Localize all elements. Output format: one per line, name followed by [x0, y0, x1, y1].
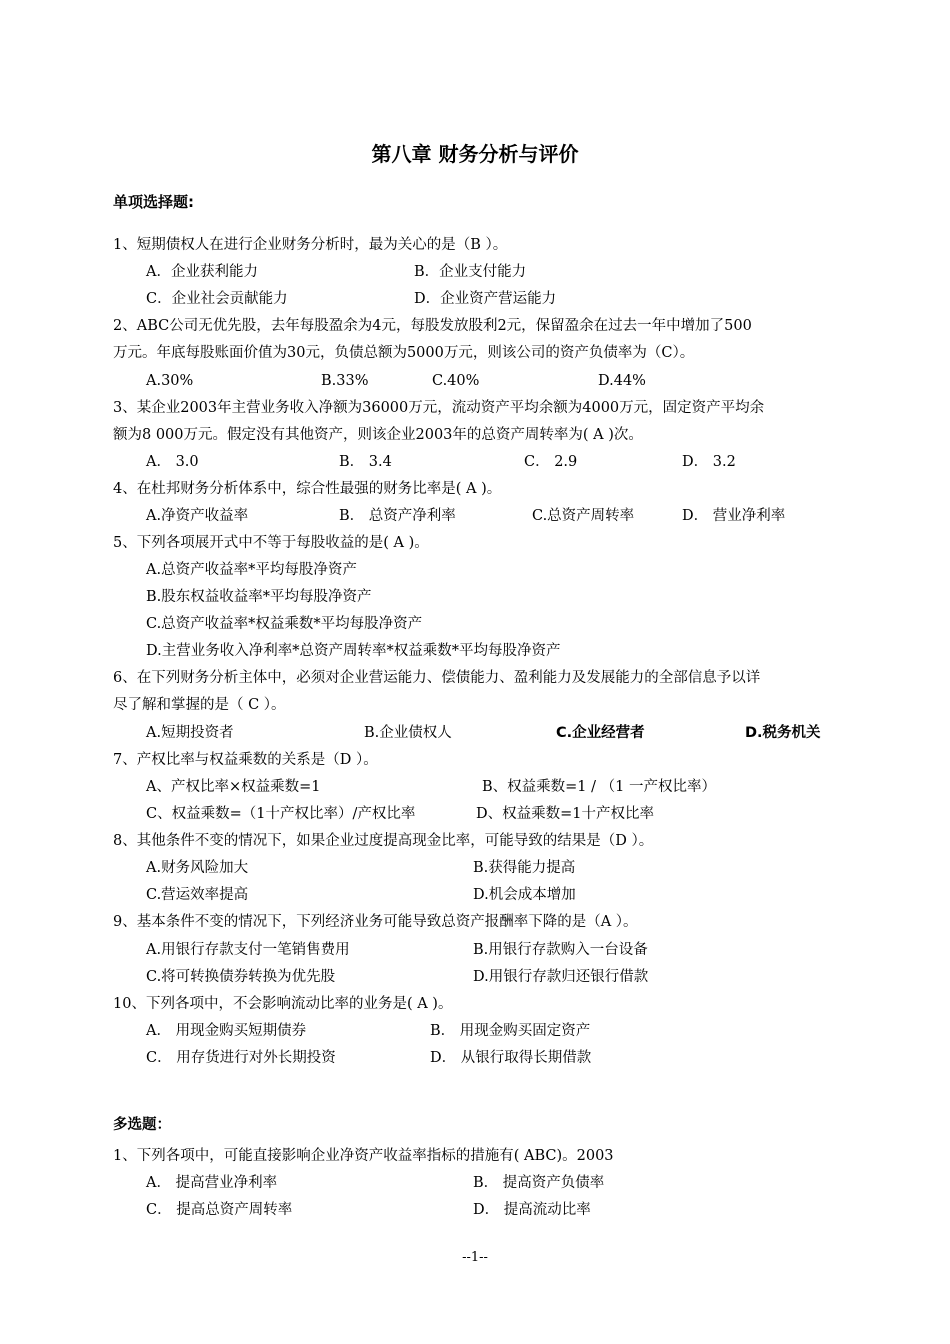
question-9-option-c: C.将可转换债券转换为优先股: [146, 969, 336, 985]
question-9-option-a: A.用银行存款支付一笔销售费用: [146, 942, 350, 958]
question-8-option-b: B.获得能力提高: [473, 860, 576, 876]
question-1-option-a: A．企业获利能力: [146, 264, 258, 280]
question-9-stem: 9、基本条件不变的情况下，下列经济业务可能导致总资产报酬率下降的是（A ）。: [113, 914, 638, 930]
question-3-stem-line-2: 额为8 000万元。假定没有其他资产，则该企业2003年的总资产周转率为( A )次。: [113, 427, 643, 443]
page-number: --1--: [462, 1250, 488, 1265]
multi-question-1-option-c: C． 提高总资产周转率: [146, 1202, 293, 1218]
question-6-option-a: A.短期投资者: [146, 725, 234, 741]
question-5-option-a: A.总资产收益率*平均每股净资产: [146, 562, 357, 578]
section-heading-multi-choice: 多选题：: [113, 1117, 171, 1133]
question-4-option-b: B． 总资产净利率: [339, 508, 456, 524]
question-5-option-d: D.主营业务收入净利率*总资产周转率*权益乘数*平均每股净资产: [146, 643, 561, 659]
question-4-stem: 4、在杜邦财务分析体系中，综合性最强的财务比率是( A )。: [113, 481, 502, 497]
question-2-option-d: D.44%: [598, 373, 646, 389]
question-9-option-d: D.用银行存款归还银行借款: [473, 969, 649, 985]
question-1-option-d: D．企业资产营运能力: [414, 291, 557, 307]
multi-question-1-option-a: A． 提高营业净利率: [146, 1175, 278, 1191]
question-7-option-d: D、权益乘数=1十产权比率: [476, 806, 654, 822]
question-8-option-c: C.营运效率提高: [146, 887, 249, 903]
question-1-option-b: B．企业支付能力: [414, 264, 527, 280]
question-6-option-b: B.企业债权人: [364, 725, 452, 741]
question-3-option-d: D． 3.2: [682, 454, 736, 470]
question-7-option-a: A、产权比率×权益乘数=1: [146, 779, 321, 795]
question-6-stem-line-2: 尽了解和掌握的是（ C ）。: [113, 697, 286, 713]
question-4-option-d: D． 营业净利率: [682, 508, 786, 524]
question-2-stem-line-1: 2、ABC公司无优先股，去年每股盈余为4元，每股发放股利2元，保留盈余在过去一年中增加了500: [113, 318, 752, 334]
question-10-option-d: D． 从银行取得长期借款: [430, 1050, 592, 1066]
multi-question-1-stem: 1、下列各项中，可能直接影响企业净资产收益率指标的措施有( ABC)。2003: [113, 1148, 614, 1164]
question-3-option-b: B． 3.4: [339, 454, 392, 470]
question-10-stem: 10、下列各项中，不会影响流动比率的业务是( A )。: [113, 996, 453, 1012]
question-1-option-c: C．企业社会贡献能力: [146, 291, 288, 307]
question-3-stem-line-1: 3、某企业2003年主营业务收入净额为36000万元，流动资产平均余额为4000万元，固定资产平均余: [113, 400, 765, 416]
question-3-option-a: A． 3.0: [146, 454, 199, 470]
question-10-option-c: C． 用存货进行对外长期投资: [146, 1050, 336, 1066]
question-5-option-c: C.总资产收益率*权益乘数*平均每股净资产: [146, 616, 423, 632]
chapter-title: 第八章 财务分析与评价: [371, 142, 579, 166]
question-4-option-c: C.总资产周转率: [532, 508, 635, 524]
question-5-stem: 5、下列各项展开式中不等于每股收益的是( A )。: [113, 535, 429, 551]
question-9-option-b: B.用银行存款购入一台设备: [473, 942, 648, 958]
question-8-option-d: D.机会成本增加: [473, 887, 576, 903]
question-6-option-c: C.企业经营者: [556, 725, 645, 741]
question-6-stem-line-1: 6、在下列财务分析主体中，必须对企业营运能力、偿债能力、盈利能力及发展能力的全部信息予以详: [113, 670, 761, 686]
question-7-option-c: C、权益乘数=（1十产权比率）/产权比率: [146, 806, 416, 822]
multi-question-1-option-d: D． 提高流动比率: [473, 1202, 591, 1218]
question-5-option-b: B.股东权益收益率*平均每股净资产: [146, 589, 372, 605]
question-10-option-a: A． 用现金购买短期债券: [146, 1023, 307, 1039]
question-2-stem-line-2: 万元。年底每股账面价值为30元，负债总额为5000万元，则该公司的资产负债率为（C）。: [113, 345, 695, 361]
question-8-stem: 8、其他条件不变的情况下，如果企业过度提高现金比率，可能导致的结果是（D ）。: [113, 833, 654, 849]
question-4-option-a: A.净资产收益率: [146, 508, 249, 524]
question-2-option-c: C.40%: [432, 373, 480, 389]
question-2-option-a: A.30%: [146, 373, 194, 389]
question-1-stem: 1、短期债权人在进行企业财务分析时，最为关心的是（B ）。: [113, 237, 508, 253]
question-8-option-a: A.财务风险加大: [146, 860, 249, 876]
question-6-option-d: D.税务机关: [745, 725, 821, 741]
question-7-stem: 7、产权比率与权益乘数的关系是（D ）。: [113, 752, 378, 768]
section-heading-single-choice: 单项选择题:: [113, 193, 194, 211]
question-10-option-b: B． 用现金购买固定资产: [430, 1023, 591, 1039]
question-2-option-b: B.33%: [321, 373, 369, 389]
question-3-option-c: C． 2.9: [524, 454, 578, 470]
multi-question-1-option-b: B． 提高资产负债率: [473, 1175, 605, 1191]
question-7-option-b: B、权益乘数=1 / （1 一产权比率）: [482, 779, 716, 795]
